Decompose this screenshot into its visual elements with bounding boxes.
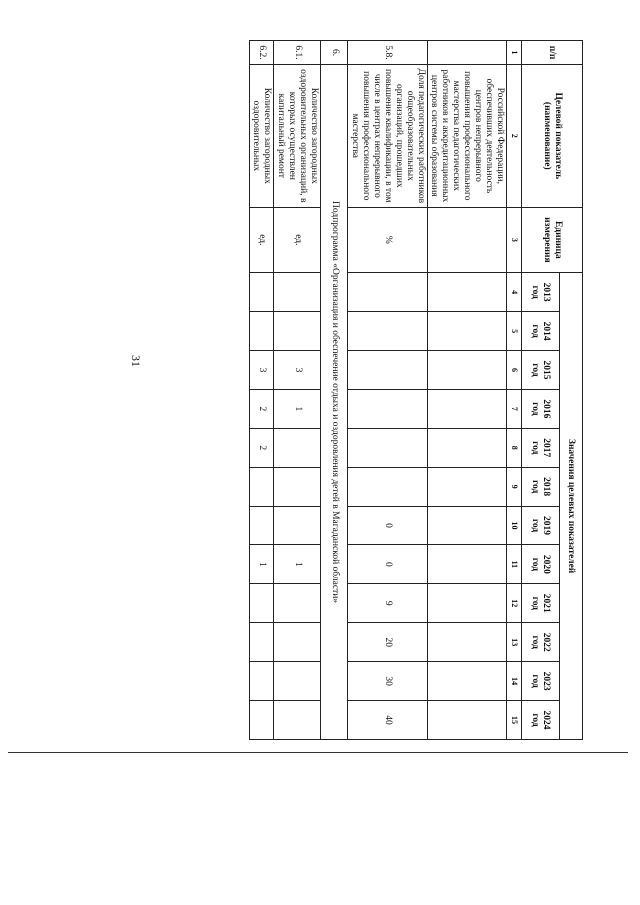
- year-value: [427, 428, 506, 467]
- header-year: 2020 год: [522, 545, 560, 584]
- year-value: [274, 273, 321, 312]
- rotated-page: [113, 0, 583, 740]
- row-num: [427, 41, 506, 65]
- section-title: Подпрограмма «Организация и обеспечение отдыха и оздоровления детей в Магаданской области»: [321, 65, 348, 740]
- year-value: [427, 584, 506, 623]
- unit: [427, 207, 506, 273]
- year-value: [249, 506, 274, 545]
- year-value: [249, 584, 274, 623]
- header-year: 2016 год: [522, 389, 560, 428]
- year-value: [249, 467, 274, 506]
- unit: %: [348, 207, 427, 273]
- col-number: 10: [507, 506, 522, 545]
- year-value: [274, 584, 321, 623]
- header-values-group: Значения целевых показателей: [560, 273, 583, 740]
- year-value: [427, 351, 506, 390]
- year-value: 30: [348, 662, 427, 701]
- header-year: 2021 год: [522, 584, 560, 623]
- header-year: 2013 год: [522, 273, 560, 312]
- year-value: [274, 312, 321, 351]
- indicators-table: [249, 40, 583, 740]
- col-number: 12: [507, 584, 522, 623]
- year-value: 1: [274, 389, 321, 428]
- row-num: 6.2.: [249, 41, 274, 65]
- year-value: [427, 623, 506, 662]
- year-value: 1: [274, 545, 321, 584]
- year-value: 2: [249, 389, 274, 428]
- year-value: [427, 467, 506, 506]
- year-value: [427, 545, 506, 584]
- header-year: 2023 год: [522, 662, 560, 701]
- page-divider: [8, 752, 628, 753]
- indicator-name: Количество загородных оздоровительных: [249, 65, 274, 207]
- year-value: [274, 623, 321, 662]
- year-value: 0: [348, 545, 427, 584]
- header-unit: Единица измерения: [522, 207, 583, 273]
- col-number: 14: [507, 662, 522, 701]
- year-value: 0: [348, 506, 427, 545]
- header-year: 2024 год: [522, 701, 560, 740]
- col-number: 13: [507, 623, 522, 662]
- table-row: [321, 41, 348, 740]
- year-value: [348, 389, 427, 428]
- indicator-name: Количество загородных оздоровительных организаций, в которых осуществлен капитальный ремонт: [274, 65, 321, 207]
- col-number: 3: [507, 207, 522, 273]
- col-number: 5: [507, 312, 522, 351]
- year-value: 3: [249, 351, 274, 390]
- header-year: 2018 год: [522, 467, 560, 506]
- year-value: [274, 467, 321, 506]
- year-value: [348, 273, 427, 312]
- table-body: [249, 41, 506, 740]
- year-value: [274, 662, 321, 701]
- year-value: [249, 273, 274, 312]
- year-value: 2: [249, 428, 274, 467]
- unit: ед.: [274, 207, 321, 273]
- header-year: 2015 год: [522, 351, 560, 390]
- year-value: [427, 312, 506, 351]
- year-value: [249, 623, 274, 662]
- page-number: 31: [129, 355, 143, 367]
- year-value: 40: [348, 701, 427, 740]
- col-number: 8: [507, 428, 522, 467]
- header-year: 2017 год: [522, 428, 560, 467]
- year-value: [427, 273, 506, 312]
- year-value: [427, 701, 506, 740]
- unit: ед.: [249, 207, 274, 273]
- year-value: 9: [348, 584, 427, 623]
- indicator-name: Российской Федерации, обеспечивших деятельность центров непрерывного повышения профессионального мастерства педагогических работников и аккредитационных центров системы образования: [427, 65, 506, 207]
- year-value: 1: [249, 545, 274, 584]
- col-number: 7: [507, 389, 522, 428]
- year-value: [348, 428, 427, 467]
- header-year: 2014 год: [522, 312, 560, 351]
- header-num: п/п: [522, 41, 583, 65]
- header-name: Целевой показатель (наименование): [522, 65, 583, 207]
- year-value: [427, 506, 506, 545]
- row-num: 5.8.: [348, 41, 427, 65]
- col-number: 2: [507, 65, 522, 207]
- year-value: [427, 662, 506, 701]
- year-value: 20: [348, 623, 427, 662]
- table-row: [249, 41, 274, 740]
- year-value: [348, 467, 427, 506]
- col-number: 6: [507, 351, 522, 390]
- header-year: 2019 год: [522, 506, 560, 545]
- header-year: 2022 год: [522, 623, 560, 662]
- year-value: 3: [274, 351, 321, 390]
- year-value: [427, 389, 506, 428]
- row-num: 6.: [321, 41, 348, 65]
- table-row: [427, 41, 506, 740]
- col-number: 9: [507, 467, 522, 506]
- col-number: 11: [507, 545, 522, 584]
- year-value: [348, 312, 427, 351]
- year-value: [249, 662, 274, 701]
- year-value: [249, 312, 274, 351]
- year-value: [249, 701, 274, 740]
- col-number: 15: [507, 701, 522, 740]
- table-row: [274, 41, 321, 740]
- year-value: [274, 506, 321, 545]
- col-number: 4: [507, 273, 522, 312]
- year-value: [274, 701, 321, 740]
- indicator-name: Доля педагогических работников общеобразовательных организаций, прошедших повышение квалификации, в том числе в центрах непрерывного повышения профессионального мастерства: [348, 65, 427, 207]
- row-num: 6.1.: [274, 41, 321, 65]
- year-value: [348, 351, 427, 390]
- col-number: 1: [507, 41, 522, 65]
- year-value: [274, 428, 321, 467]
- table-row: [348, 41, 427, 740]
